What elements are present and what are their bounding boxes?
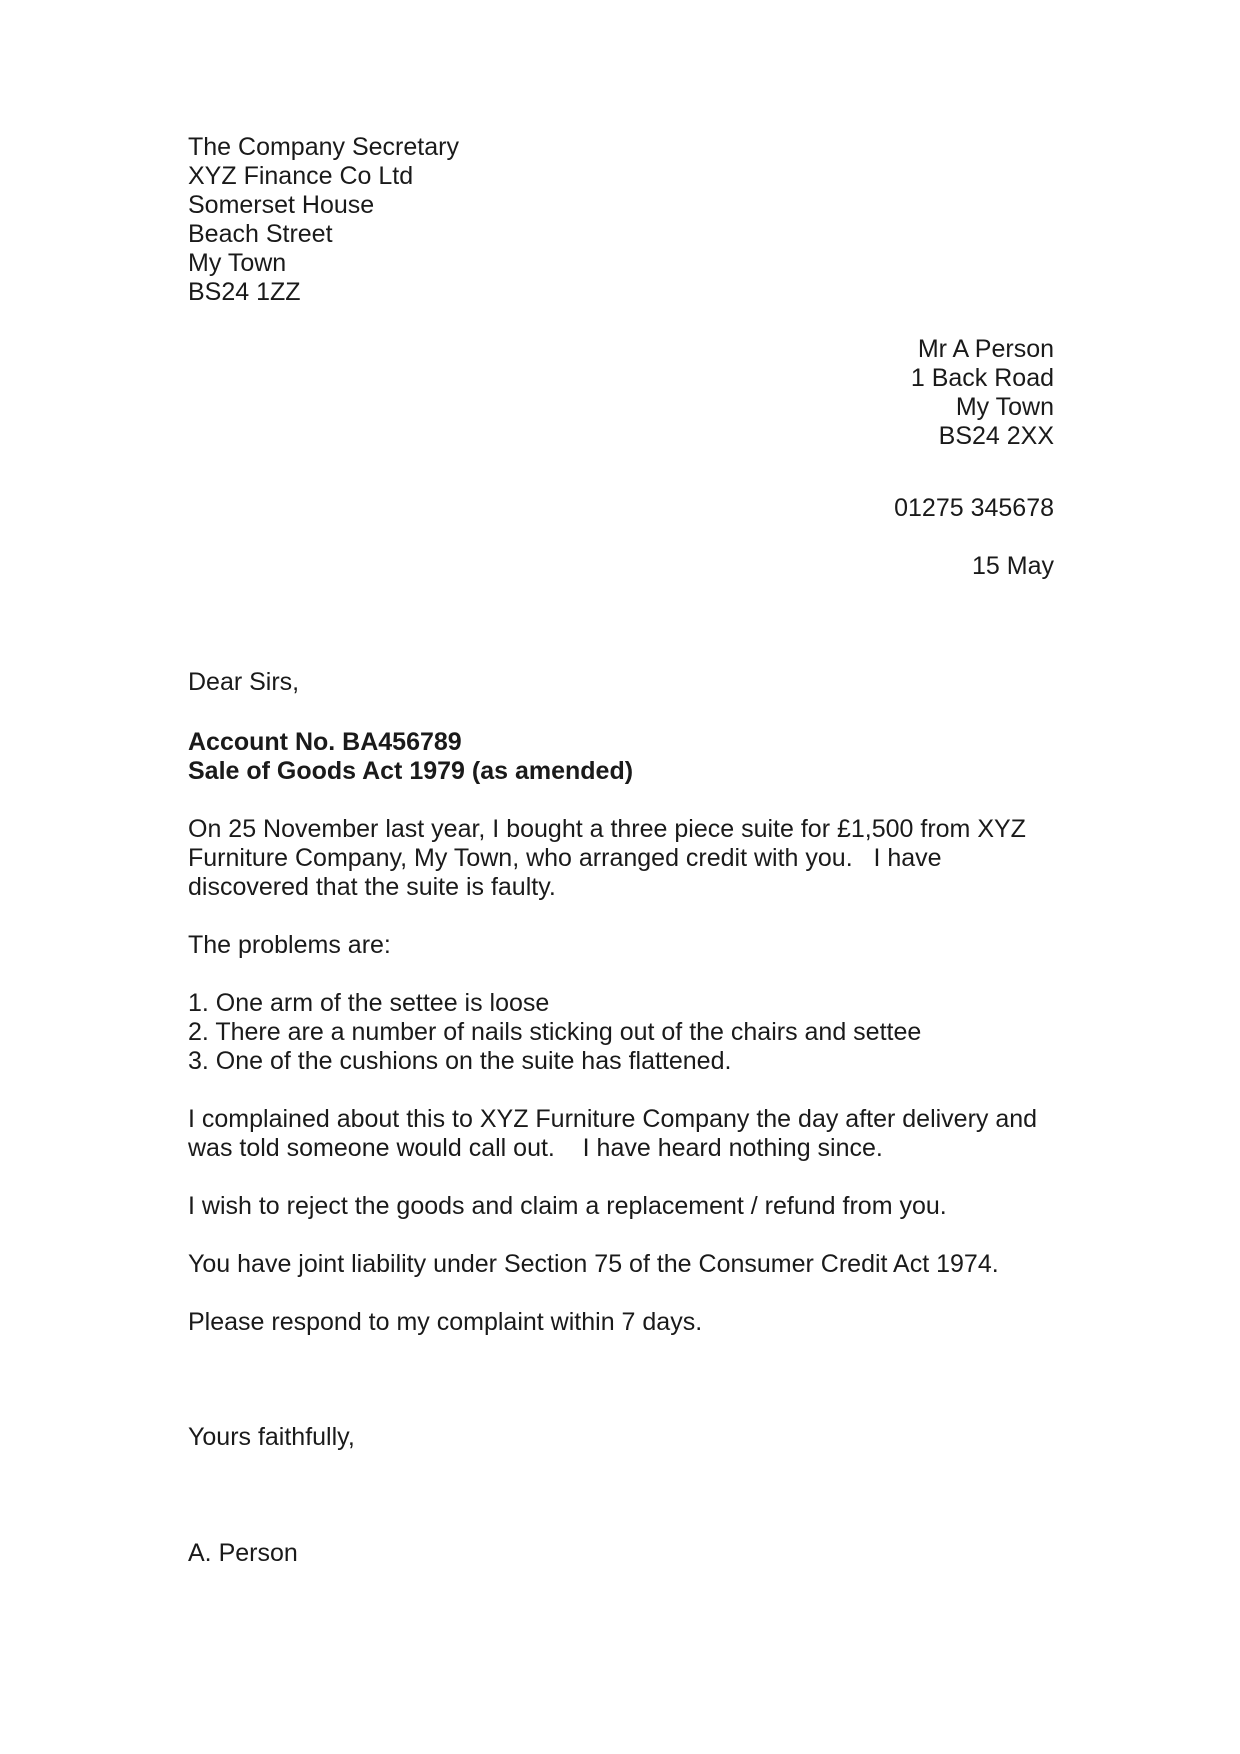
signature-name: A. Person [188, 1539, 298, 1567]
intro-line: Furniture Company, My Town, who arranged credit with you. I have [188, 844, 942, 872]
intro-line: On 25 November last year, I bought a three piece suite for £1,500 from XYZ [188, 815, 1026, 843]
problems-heading: The problems are: [188, 931, 391, 959]
recipient-line: XYZ Finance Co Ltd [188, 162, 414, 190]
sender-line: Mr A Person [917, 335, 1054, 363]
problem-item: 3. One of the cushions on the suite has flattened. [188, 1047, 732, 1075]
sender-phone: 01275 345678 [894, 494, 1054, 522]
liability-paragraph: You have joint liability under Section 75 of the Consumer Credit Act 1974. [188, 1250, 999, 1278]
recipient-line: Beach Street [188, 220, 333, 248]
intro-line: discovered that the suite is faulty. [188, 873, 556, 901]
subject-account: Account No. BA456789 [188, 728, 462, 756]
problem-item: 1. One arm of the settee is loose [188, 989, 550, 1017]
recipient-line: Somerset House [188, 191, 375, 219]
sender-line: 1 Back Road [910, 364, 1054, 392]
closing: Yours faithfully, [188, 1423, 355, 1451]
complaint-line: I complained about this to XYZ Furniture Company the day after delivery and [188, 1105, 1038, 1133]
respond-paragraph: Please respond to my complaint within 7 days. [188, 1308, 703, 1336]
complaint-line: was told someone would call out. I have heard nothing since. [188, 1134, 883, 1162]
salutation: Dear Sirs, [188, 668, 300, 696]
reject-paragraph: I wish to reject the goods and claim a replacement / refund from you. [188, 1192, 947, 1220]
subject-act: Sale of Goods Act 1979 (as amended) [188, 757, 634, 785]
sender-line: My Town [955, 393, 1054, 421]
problem-item: 2. There are a number of nails sticking out of the chairs and settee [188, 1018, 922, 1046]
recipient-line: The Company Secretary [188, 133, 459, 161]
recipient-line: My Town [188, 249, 287, 277]
sender-line: BS24 2XX [938, 422, 1054, 450]
letter-date: 15 May [972, 552, 1054, 580]
recipient-line: BS24 1ZZ [188, 278, 301, 306]
